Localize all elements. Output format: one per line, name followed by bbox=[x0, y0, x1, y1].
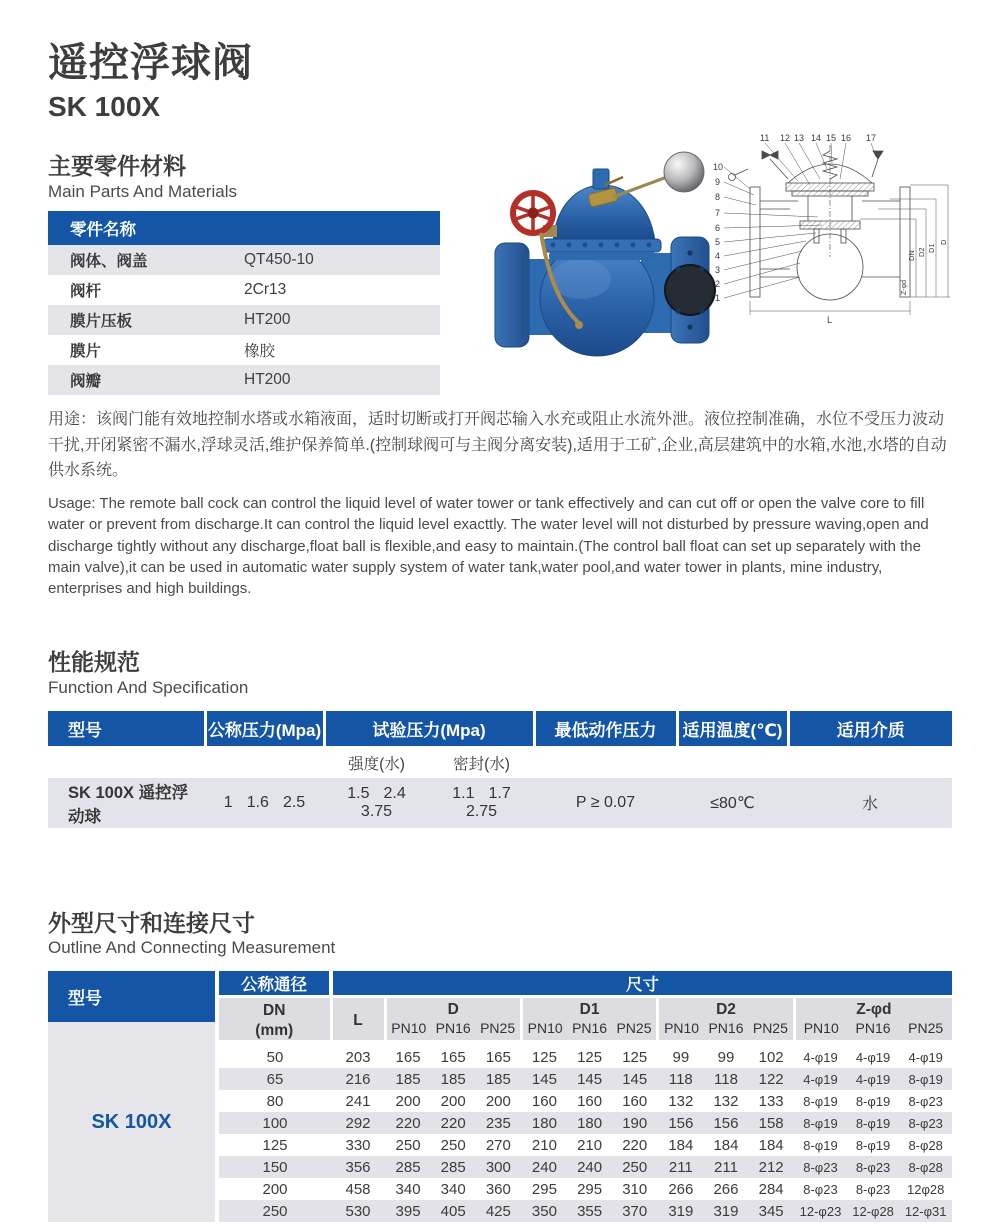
pn-label: PN25 bbox=[748, 1019, 794, 1043]
dim-cell: 8-φ23 bbox=[855, 1181, 891, 1197]
table-row bbox=[219, 1200, 952, 1222]
model-number: SK 100X bbox=[48, 91, 161, 123]
dims-nominal-header: 公称通径 bbox=[219, 971, 331, 997]
dim-cell: 211 bbox=[668, 1158, 693, 1176]
dim-cell: 8-φ19 bbox=[803, 1137, 838, 1153]
dim-cell: 160 bbox=[577, 1092, 603, 1110]
spec-heading-en: Function And Specification bbox=[48, 677, 249, 697]
callout-number: 16 bbox=[841, 133, 852, 144]
dims-section bbox=[48, 910, 952, 1222]
dim-cell: 285 bbox=[440, 1158, 466, 1176]
part-name: 膜片 bbox=[70, 342, 102, 360]
dim-cell: 8-φ19 bbox=[855, 1093, 891, 1109]
table-row bbox=[219, 1090, 952, 1112]
pn-label: PN25 bbox=[475, 1019, 521, 1043]
callout-number: 2 bbox=[715, 279, 721, 290]
dim-cell: 160 bbox=[531, 1092, 557, 1110]
dim-cell: 4-φ19 bbox=[855, 1071, 891, 1087]
spec-col-nominal-pressure: 公称压力(Mpa) bbox=[205, 711, 324, 747]
dim-cell: 125 bbox=[531, 1048, 557, 1066]
parts-section bbox=[48, 133, 952, 390]
dim-cell: 122 bbox=[758, 1070, 784, 1088]
table-row bbox=[48, 305, 440, 335]
dim-cell: 8-φ23 bbox=[803, 1159, 838, 1175]
dim-cell: 350 bbox=[531, 1202, 557, 1220]
dim-cell: 270 bbox=[485, 1136, 511, 1154]
usage-text-cn: 用途：该阀门能有效地控制水塔或水箱液面，适时切断或打开阀芯输入水充或阻止水流外泄。液位控制准确，水位不受压力波动干扰,开闭紧密不漏水,浮球灵活,维护保养简单.(控制球阀可与主阀分离安装),适用于工矿,企业,高层建筑中的水箱,水池,水塔的自动供水系统。 bbox=[48, 411, 947, 480]
part-name: 阀杆 bbox=[70, 282, 102, 300]
dim-cell: 145 bbox=[622, 1070, 648, 1088]
pn-label: PN25 bbox=[612, 1019, 658, 1043]
dim-cell: 250 bbox=[395, 1136, 421, 1154]
dim-label-l: L bbox=[827, 315, 833, 326]
dim-cell: 185 bbox=[395, 1070, 421, 1088]
dim-cell: 132 bbox=[713, 1092, 739, 1110]
dim-cell: 345 bbox=[758, 1202, 784, 1220]
dim-cell: 285 bbox=[395, 1158, 421, 1176]
dims-model-column bbox=[48, 971, 215, 1222]
pn-label: PN10 bbox=[521, 1019, 567, 1043]
callout-number: 12 bbox=[780, 133, 791, 144]
dim-cell: 4-φ19 bbox=[855, 1049, 891, 1065]
dim-cell: 266 bbox=[668, 1180, 694, 1198]
page-title: 遥控浮球阀 bbox=[48, 41, 253, 85]
dim-cell: 132 bbox=[668, 1092, 694, 1110]
dims-group-d: D bbox=[385, 997, 521, 1020]
dim-cell: 235 bbox=[485, 1114, 511, 1132]
dim-cell: 99 bbox=[672, 1048, 690, 1066]
spec-subcol-seal: 密封(水) bbox=[429, 747, 534, 778]
parts-table bbox=[48, 211, 440, 395]
dim-label-dn: DN bbox=[907, 250, 916, 262]
dims-size-header: 尺寸 bbox=[331, 971, 952, 997]
pn-label: PN25 bbox=[899, 1019, 952, 1043]
dim-cell: 4-φ19 bbox=[803, 1049, 838, 1065]
dim-cell: 210 bbox=[577, 1136, 603, 1154]
dims-table bbox=[219, 971, 952, 1222]
dim-cell: 125 bbox=[622, 1048, 648, 1066]
part-material: HT200 bbox=[244, 310, 291, 328]
dims-l-header: L bbox=[331, 997, 385, 1044]
spec-col-medium: 适用介质 bbox=[788, 711, 952, 747]
dim-dn: 200 bbox=[262, 1180, 288, 1198]
part-name: 阀瓣 bbox=[70, 372, 102, 390]
dim-cell: 220 bbox=[440, 1114, 466, 1132]
table-row bbox=[48, 335, 440, 365]
dim-cell: 125 bbox=[577, 1048, 603, 1066]
pn-label: PN10 bbox=[385, 1019, 431, 1043]
dim-l: 203 bbox=[345, 1048, 371, 1066]
dim-l: 458 bbox=[345, 1180, 371, 1198]
dim-cell: 12φ28 bbox=[907, 1181, 945, 1197]
dim-cell: 395 bbox=[395, 1202, 421, 1220]
dim-cell: 284 bbox=[758, 1180, 784, 1198]
spec-col-temperature: 适用温度(℃) bbox=[677, 711, 788, 747]
dim-cell: 156 bbox=[713, 1114, 739, 1132]
dim-cell: 220 bbox=[395, 1114, 421, 1132]
dim-cell: 425 bbox=[485, 1202, 511, 1220]
dim-cell: 4-φ19 bbox=[908, 1049, 943, 1065]
dim-cell: 8-φ28 bbox=[908, 1159, 943, 1175]
spec-col-model: 型号 bbox=[48, 711, 205, 747]
dim-cell: 211 bbox=[714, 1158, 738, 1176]
dim-cell: 319 bbox=[668, 1202, 694, 1220]
part-material: QT450-10 bbox=[244, 250, 314, 268]
dim-cell: 240 bbox=[577, 1158, 603, 1176]
dim-cell: 145 bbox=[577, 1070, 603, 1088]
parts-table-header: 零件名称 bbox=[48, 211, 440, 245]
dim-dn: 125 bbox=[262, 1136, 288, 1154]
dim-cell: 8-φ19 bbox=[855, 1137, 891, 1153]
table-row bbox=[48, 245, 440, 275]
dim-cell: 266 bbox=[713, 1180, 739, 1198]
dim-cell: 200 bbox=[485, 1092, 511, 1110]
dim-dn: 250 bbox=[262, 1202, 288, 1220]
dim-cell: 118 bbox=[668, 1070, 693, 1088]
float-arm bbox=[613, 177, 667, 197]
dims-model-header: 型号 bbox=[48, 971, 215, 1022]
dim-cell: 160 bbox=[622, 1092, 648, 1110]
dim-cell: 340 bbox=[440, 1180, 466, 1198]
dim-cell: 212 bbox=[758, 1158, 784, 1176]
table-row bbox=[48, 365, 440, 395]
dim-l: 292 bbox=[345, 1114, 371, 1132]
dim-label-zpd: Z-φd bbox=[901, 280, 908, 296]
callout-number: 5 bbox=[715, 237, 721, 248]
dim-cell: 145 bbox=[531, 1070, 557, 1088]
dim-cell: 200 bbox=[440, 1092, 466, 1110]
dim-cell: 295 bbox=[531, 1180, 557, 1198]
dim-cell: 12-φ28 bbox=[852, 1203, 894, 1219]
callout-number: 4 bbox=[715, 251, 721, 262]
dims-group-d2: D2 bbox=[658, 997, 794, 1020]
dim-cell: 210 bbox=[531, 1136, 557, 1154]
dim-cell: 360 bbox=[485, 1180, 511, 1198]
callout-number: 13 bbox=[794, 133, 805, 144]
dim-l: 356 bbox=[345, 1158, 371, 1176]
dim-cell: 8-φ23 bbox=[908, 1093, 943, 1109]
dim-cell: 8-φ23 bbox=[855, 1159, 891, 1175]
dims-model-value: SK 100X bbox=[48, 1022, 215, 1222]
dim-label-d1: D1 bbox=[927, 243, 936, 254]
dim-cell: 184 bbox=[758, 1136, 784, 1154]
valve-drawing bbox=[710, 129, 958, 327]
dim-cell: 340 bbox=[395, 1180, 421, 1198]
dim-dn: 80 bbox=[266, 1092, 284, 1110]
dim-label-d2: D2 bbox=[917, 247, 926, 258]
table-row bbox=[219, 1134, 952, 1156]
dim-cell: 8-φ23 bbox=[908, 1115, 943, 1131]
dim-cell: 8-φ19 bbox=[803, 1093, 838, 1109]
dim-cell: 180 bbox=[577, 1114, 603, 1132]
callout-number: 10 bbox=[713, 162, 724, 173]
dim-cell: 185 bbox=[440, 1070, 466, 1088]
dim-cell: 12-φ31 bbox=[904, 1203, 947, 1219]
dim-cell: 190 bbox=[622, 1114, 648, 1132]
dim-dn: 150 bbox=[262, 1158, 288, 1176]
pn-label: PN16 bbox=[704, 1019, 748, 1043]
table-row bbox=[219, 1112, 952, 1134]
callout-number: 17 bbox=[866, 133, 877, 144]
callout-number: 8 bbox=[715, 192, 721, 203]
dim-cell: 300 bbox=[485, 1158, 511, 1176]
pn-label: PN10 bbox=[658, 1019, 704, 1043]
table-row bbox=[219, 1178, 952, 1200]
dim-cell: 165 bbox=[395, 1048, 421, 1066]
dim-cell: 250 bbox=[622, 1158, 648, 1176]
callout-number: 14 bbox=[811, 133, 822, 144]
dims-dn-header: DN (mm) bbox=[219, 997, 331, 1044]
pn-label: PN10 bbox=[794, 1019, 847, 1043]
callout-number: 6 bbox=[715, 223, 721, 234]
dim-cell: 8-φ19 bbox=[803, 1115, 838, 1131]
dims-group-d1: D1 bbox=[521, 997, 657, 1020]
dim-cell: 180 bbox=[531, 1114, 557, 1132]
table-row bbox=[48, 275, 440, 305]
dim-cell: 99 bbox=[717, 1048, 735, 1066]
dim-l: 330 bbox=[345, 1136, 371, 1154]
float-ball bbox=[664, 152, 704, 192]
spec-col-test-pressure: 试验压力(Mpa) bbox=[324, 711, 534, 747]
spec-min-pressure-value: P ≥ 0.07 bbox=[534, 778, 677, 828]
dims-group-zpd: Z-φd bbox=[794, 997, 952, 1020]
dim-cell: 4-φ19 bbox=[803, 1071, 838, 1087]
dim-dn: 65 bbox=[266, 1070, 284, 1088]
parts-heading-cn: 主要零件材料 bbox=[48, 153, 186, 180]
valve-photo bbox=[485, 141, 717, 357]
dim-cell: 133 bbox=[758, 1092, 784, 1110]
spec-model-value: SK 100X 遥控浮动球 bbox=[48, 778, 205, 828]
dim-l: 241 bbox=[345, 1092, 371, 1110]
dim-cell: 405 bbox=[440, 1202, 466, 1220]
dim-cell: 165 bbox=[485, 1048, 511, 1066]
dim-cell: 220 bbox=[622, 1136, 648, 1154]
dim-cell: 310 bbox=[622, 1180, 648, 1198]
spec-temperature-value: ≤80℃ bbox=[677, 778, 788, 828]
spec-col-min-pressure: 最低动作压力 bbox=[534, 711, 677, 747]
dim-cell: 102 bbox=[758, 1048, 784, 1066]
part-material: 2Cr13 bbox=[244, 280, 287, 298]
parts-heading-en: Main Parts And Materials bbox=[48, 181, 237, 201]
callout-number: 9 bbox=[715, 177, 721, 188]
dim-cell: 12-φ23 bbox=[799, 1203, 842, 1219]
usage-text-en: Usage: The remote ball cock can control the liquid level of water tower or tank effectively and can cut off or open the valve core to fill water or prevent from discharge.It can control the liquid level exacttly. The water level will not disturbed by pressure waving,open and discharge tightly without any discharge,float ball is flexible,and easy to maintain.(The control ball float can set up separately with the main valve),it can be used in automatic water supply system of water tank,water pool,and water tower in plants, mine industry, enterprises and high buildings. bbox=[48, 494, 929, 598]
spec-seal-values: 1.1 1.72.75 bbox=[429, 778, 534, 828]
dim-cell: 165 bbox=[440, 1048, 466, 1066]
part-name: 阀体、阀盖 bbox=[70, 252, 148, 270]
pn-label: PN16 bbox=[847, 1019, 900, 1043]
table-row bbox=[219, 1043, 952, 1068]
dim-l: 530 bbox=[345, 1202, 371, 1220]
dim-cell: 355 bbox=[577, 1202, 603, 1220]
dim-cell: 8-φ23 bbox=[803, 1181, 838, 1197]
spec-heading-cn: 性能规范 bbox=[48, 649, 140, 676]
callout-number: 3 bbox=[715, 265, 721, 276]
dim-cell: 200 bbox=[395, 1092, 421, 1110]
dims-heading-en: Outline And Connecting Measurement bbox=[48, 938, 336, 958]
spec-medium-value: 水 bbox=[788, 778, 952, 828]
part-name: 膜片压板 bbox=[70, 312, 133, 330]
dim-cell: 156 bbox=[668, 1114, 694, 1132]
dim-cell: 184 bbox=[668, 1136, 694, 1154]
dim-cell: 185 bbox=[485, 1070, 511, 1088]
table-row bbox=[219, 1068, 952, 1090]
dim-label-d: D bbox=[939, 239, 948, 246]
part-material: 橡胶 bbox=[244, 342, 276, 360]
part-material: HT200 bbox=[244, 370, 291, 388]
dim-dn: 100 bbox=[262, 1114, 288, 1132]
callout-number: 7 bbox=[715, 208, 721, 219]
spec-table bbox=[48, 711, 952, 828]
spec-strength-values: 1.5 2.43.75 bbox=[324, 778, 429, 828]
dim-cell: 240 bbox=[531, 1158, 557, 1176]
callout-number: 1 bbox=[715, 293, 721, 304]
dim-cell: 118 bbox=[714, 1070, 738, 1088]
dim-cell: 370 bbox=[622, 1202, 648, 1220]
dims-heading-cn: 外型尺寸和连接尺寸 bbox=[48, 909, 255, 936]
pn-label: PN16 bbox=[567, 1019, 611, 1043]
dim-dn: 50 bbox=[266, 1048, 284, 1066]
table-row bbox=[219, 1156, 952, 1178]
dim-cell: 8-φ19 bbox=[908, 1071, 943, 1087]
handwheel bbox=[513, 193, 557, 237]
dim-l: 216 bbox=[345, 1070, 371, 1088]
dim-cell: 250 bbox=[440, 1136, 466, 1154]
callout-number: 11 bbox=[760, 133, 770, 144]
dim-cell: 158 bbox=[758, 1114, 784, 1132]
spec-nominal-values: 1 1.6 2.5 bbox=[205, 778, 324, 828]
spec-subcol-strength: 强度(水) bbox=[324, 747, 429, 778]
spec-section bbox=[48, 649, 952, 827]
dim-cell: 319 bbox=[713, 1202, 739, 1220]
dim-cell: 8-φ28 bbox=[908, 1137, 943, 1153]
dim-cell: 184 bbox=[713, 1136, 739, 1154]
dim-cell: 295 bbox=[577, 1180, 603, 1198]
dim-cell: 8-φ19 bbox=[855, 1115, 891, 1131]
callout-number: 15 bbox=[826, 133, 837, 144]
pn-label: PN16 bbox=[431, 1019, 475, 1043]
